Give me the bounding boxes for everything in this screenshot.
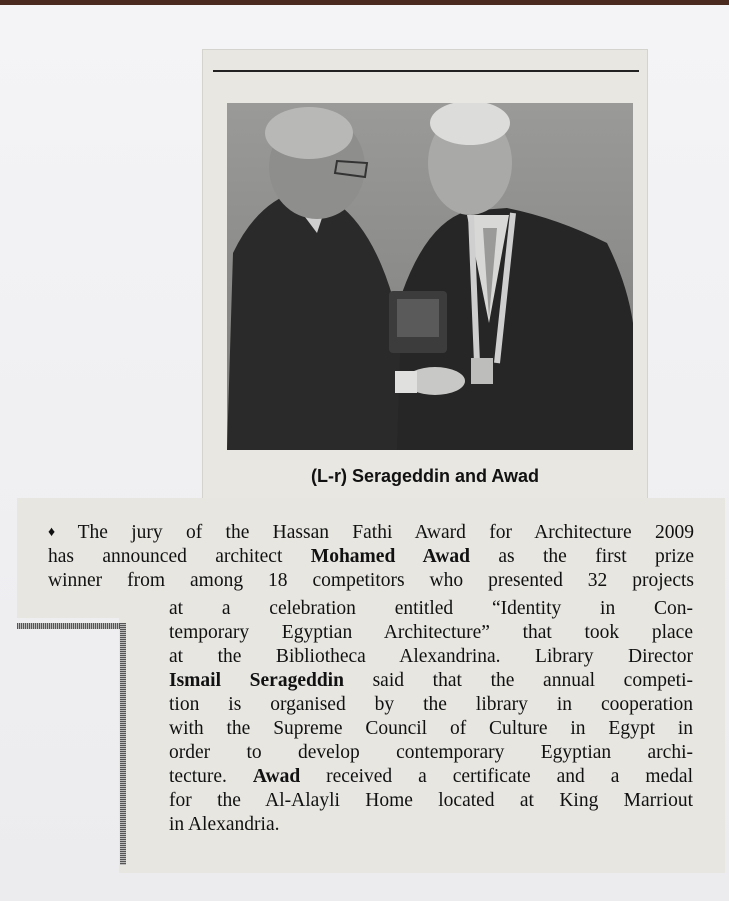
article-line: temporary Egyptian Architecture” that took place [169,622,693,643]
article-line: has announced architect Mohamed Awad as the first prize [48,546,695,567]
article-line: at a celebration entitled “Identity in Con- [169,598,693,619]
photo-caption: (L-r) Serageddin and Awad [310,466,540,486]
award-photo-illustration [227,103,633,450]
article-line: Ismail Serageddin said that the annual competi- [169,670,693,691]
photo-clipping [203,50,647,502]
article-line: tion is organised by the library in cooperation [169,694,693,715]
article-line: at the Bibliotheca Alexandrina. Library Director [169,646,693,667]
column-rule [213,70,639,72]
name-ismail-serageddin: Ismail Serageddin [169,670,344,691]
name-mohamed-awad: Mohamed Awad [310,546,470,567]
article-line: in Alexandria. [169,814,280,835]
clipping-border-vertical [120,623,126,865]
clipping-border-horizontal [17,623,122,629]
award-photo [227,103,633,450]
article-line: for the Al-Alayli Home located at King Marriout [169,790,693,811]
article-line: order to develop contemporary Egyptian archi- [169,742,693,763]
article-line: ♦ The jury of the Hassan Fathi Award for Architecture 2009 [48,522,694,543]
article-line: winner from among 18 competitors who presented 32 projects [48,570,694,591]
name-awad: Awad [252,766,301,787]
bullet-icon: ♦ [48,525,74,540]
article-line: with the Supreme Council of Culture in Egypt in [169,718,693,739]
article-line: tecture. Awad received a certificate and a medal [169,766,693,787]
